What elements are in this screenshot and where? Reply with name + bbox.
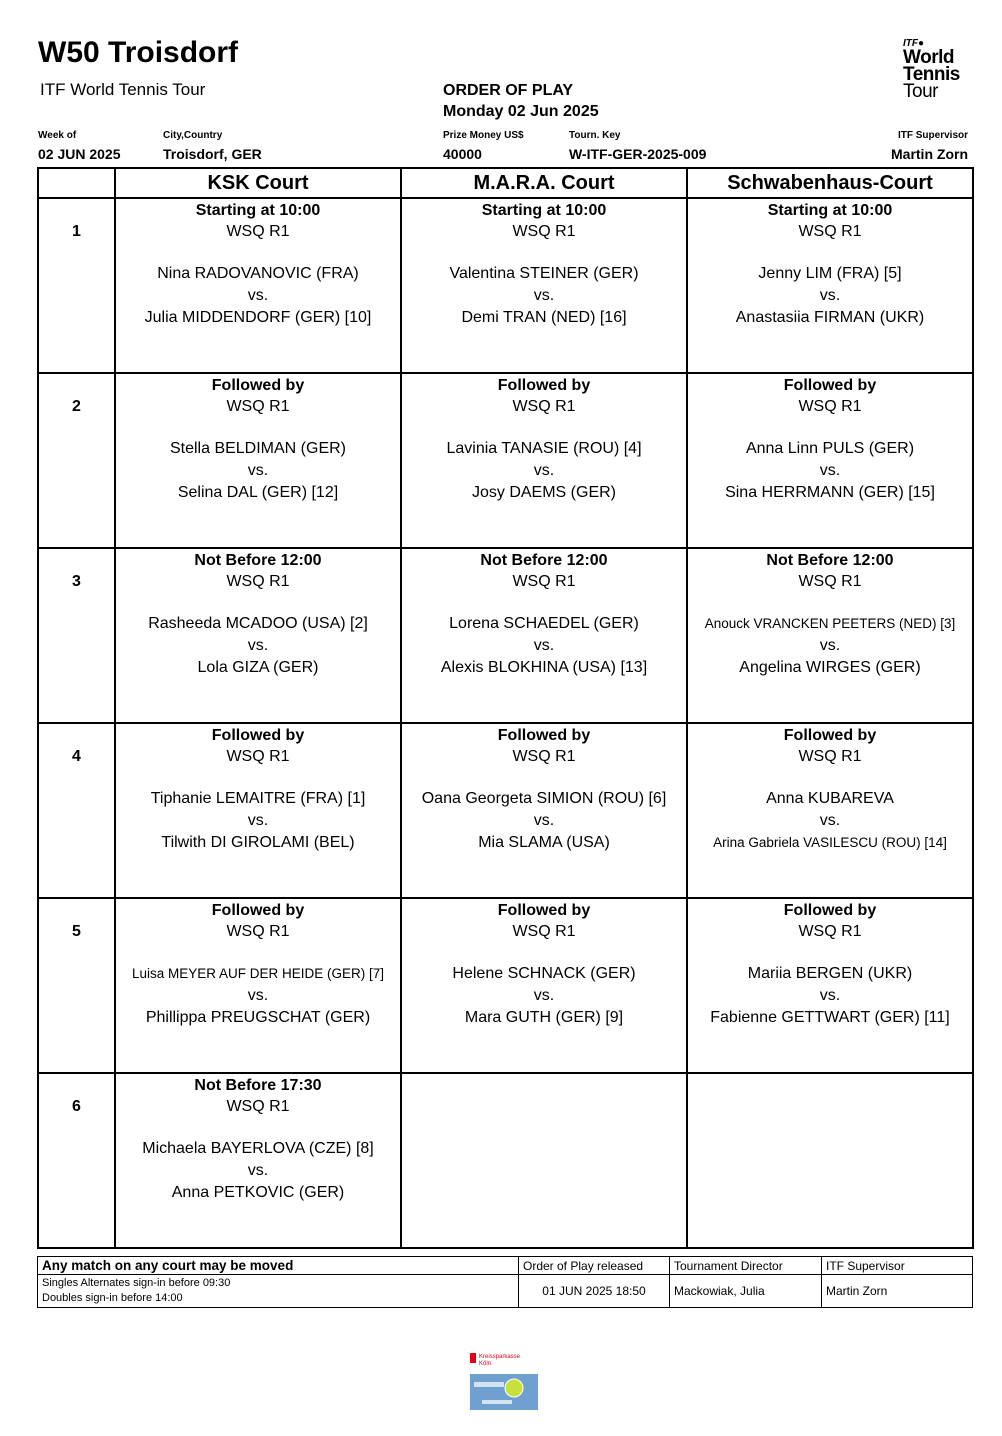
prize-money-label: Prize Money US$ — [443, 130, 524, 141]
player-two: Demi TRAN (NED) [16] — [461, 309, 627, 326]
match-start-time: Followed by — [497, 377, 591, 394]
logo-itf: ITF● — [903, 38, 925, 49]
spacer — [402, 417, 686, 438]
footer-supervisor-value: Martin Zorn — [822, 1275, 973, 1308]
match-cell — [115, 898, 401, 1073]
tour-subtitle: ITF World Tennis Tour — [40, 80, 206, 99]
match-cell — [687, 898, 973, 1073]
director-label: Tournament Director — [670, 1257, 822, 1275]
move-notice: Any match on any court may be moved — [38, 1257, 519, 1275]
match-start-time: Followed by — [783, 377, 877, 394]
svg-text:Köln: Köln — [479, 1361, 492, 1367]
match-row — [38, 723, 973, 898]
director-value: Mackowiak, Julia — [670, 1275, 822, 1308]
player-one: Anna KUBAREVA — [766, 790, 894, 807]
versus-label: vs. — [247, 287, 269, 304]
corner-cell — [38, 168, 115, 198]
court-header: Schwabenhaus-Court — [687, 168, 973, 198]
player-one: Anouck VRANCKEN PEETERS (NED) [3] — [704, 616, 956, 631]
spacer — [116, 592, 400, 613]
svg-text:Kreissparkasse: Kreissparkasse — [479, 1354, 521, 1360]
match-round: WSQ R1 — [512, 573, 576, 590]
player-two: Josy DAEMS (GER) — [471, 484, 616, 501]
row-number-label: 2 — [72, 398, 81, 415]
spacer — [116, 942, 400, 963]
match-start-time: Followed by — [783, 727, 877, 744]
match-round: WSQ R1 — [798, 398, 862, 415]
versus-label: vs. — [819, 287, 841, 304]
player-one: Oana Georgeta SIMION (ROU) [6] — [421, 790, 667, 807]
spacer — [688, 417, 972, 438]
match-cell — [115, 723, 401, 898]
match-round: WSQ R1 — [798, 923, 862, 940]
city-label: City,Country — [163, 130, 223, 141]
match-round: WSQ R1 — [226, 923, 290, 940]
row-number-label: 3 — [72, 573, 81, 590]
spacer — [402, 242, 686, 263]
order-of-play-table — [37, 167, 974, 1249]
match-cell — [401, 373, 687, 548]
player-one: Lavinia TANASIE (ROU) [4] — [446, 440, 642, 457]
match-cell — [115, 1073, 401, 1248]
match-cell — [687, 548, 973, 723]
week-value: 02 JUN 2025 — [38, 146, 121, 162]
court-header-row — [38, 168, 973, 198]
versus-label: vs. — [247, 462, 269, 479]
spacer — [688, 942, 972, 963]
player-two: Angelina WIRGES (GER) — [739, 659, 921, 676]
row-number — [38, 373, 115, 548]
player-one: Anna Linn PULS (GER) — [745, 440, 915, 457]
sponsor-logo-graphic — [470, 1352, 540, 1412]
match-row — [38, 198, 973, 373]
player-two: Mara GUTH (GER) [9] — [464, 1009, 624, 1026]
player-two: Alexis BLOKHINA (USA) [13] — [440, 659, 648, 676]
city-value: Troisdorf, GER — [163, 146, 262, 162]
match-round: WSQ R1 — [798, 573, 862, 590]
match-round: WSQ R1 — [512, 923, 576, 940]
versus-label: vs. — [819, 987, 841, 1004]
spacer — [688, 242, 972, 263]
player-one: Stella BELDIMAN (GER) — [169, 440, 347, 457]
player-two: Fabienne GETTWART (GER) [11] — [710, 1009, 950, 1026]
player-one: Jenny LIM (FRA) [5] — [758, 265, 902, 282]
player-one: Tiphanie LEMAITRE (FRA) [1] — [150, 790, 366, 807]
spacer — [688, 767, 972, 788]
match-start-time: Followed by — [497, 727, 591, 744]
logo-line1: World — [903, 47, 954, 68]
match-round: WSQ R1 — [226, 748, 290, 765]
match-start-time: Not Before 12:00 — [194, 552, 322, 569]
alternates-note: Singles Alternates sign-in before 09:30 — [42, 1277, 231, 1289]
versus-label: vs. — [247, 987, 269, 1004]
match-cell — [401, 548, 687, 723]
match-start-time: Followed by — [783, 902, 877, 919]
versus-label: vs. — [533, 287, 555, 304]
versus-label: vs. — [247, 812, 269, 829]
row-number — [38, 548, 115, 723]
versus-label: vs. — [819, 812, 841, 829]
player-two: Phillippa PREUGSCHAT (GER) — [145, 1009, 371, 1026]
player-two: Selina DAL (GER) [12] — [177, 484, 339, 501]
player-two: Julia MIDDENDORF (GER) [10] — [144, 309, 372, 326]
match-round: WSQ R1 — [226, 398, 290, 415]
footer-table — [37, 1256, 973, 1308]
player-two: Anastasiia FIRMAN (UKR) — [735, 309, 925, 326]
match-start-time: Followed by — [211, 727, 305, 744]
court-header: M.A.R.A. Court — [401, 168, 687, 198]
spacer — [116, 1117, 400, 1138]
player-one: Michaela BAYERLOVA (CZE) [8] — [142, 1140, 374, 1157]
match-start-time: Not Before 12:00 — [480, 552, 608, 569]
order-of-play-heading — [443, 80, 599, 122]
match-start-time: Not Before 12:00 — [766, 552, 894, 569]
row-number — [38, 198, 115, 373]
player-two: Arina Gabriela VASILESCU (ROU) [14] — [713, 835, 947, 850]
match-cell — [687, 723, 973, 898]
footer-supervisor-label: ITF Supervisor — [822, 1257, 973, 1275]
match-cell — [687, 373, 973, 548]
oop-title: ORDER OF PLAY — [443, 82, 574, 99]
logo-line2: Tennis — [903, 64, 960, 85]
versus-label: vs. — [533, 812, 555, 829]
spacer — [688, 592, 972, 613]
spacer — [116, 242, 400, 263]
sign-in-notes — [38, 1275, 519, 1308]
player-one: Lorena SCHAEDEL (GER) — [449, 615, 639, 632]
player-two: Sina HERRMANN (GER) [15] — [725, 484, 935, 501]
versus-label: vs. — [533, 987, 555, 1004]
versus-label: vs. — [819, 462, 841, 479]
player-one: Luisa MEYER AUF DER HEIDE (GER) [7] — [131, 966, 385, 981]
match-round: WSQ R1 — [226, 223, 290, 240]
empty-cell — [687, 1073, 973, 1248]
logo-line3: Tour — [903, 81, 938, 102]
match-round: WSQ R1 — [512, 748, 576, 765]
match-round: WSQ R1 — [798, 223, 862, 240]
row-number-label: 5 — [72, 923, 81, 940]
player-two: Anna PETKOVIC (GER) — [171, 1184, 345, 1201]
oop-date: Monday 02 Jun 2025 — [443, 103, 599, 120]
player-one: Valentina STEINER (GER) — [449, 265, 639, 282]
match-start-time: Followed by — [497, 902, 591, 919]
player-one: Helene SCHNACK (GER) — [452, 965, 636, 982]
match-cell — [401, 723, 687, 898]
supervisor-value: Martin Zorn — [891, 146, 968, 162]
row-number-label: 6 — [72, 1098, 81, 1115]
player-one: Mariia BERGEN (UKR) — [747, 965, 913, 982]
match-round: WSQ R1 — [512, 223, 576, 240]
row-number — [38, 723, 115, 898]
spacer — [116, 417, 400, 438]
match-start-time: Starting at 10:00 — [767, 202, 893, 219]
versus-label: vs. — [819, 637, 841, 654]
player-two: Lola GIZA (GER) — [197, 659, 319, 676]
match-start-time: Not Before 17:30 — [194, 1077, 322, 1094]
match-round: WSQ R1 — [798, 748, 862, 765]
spacer — [116, 767, 400, 788]
spacer — [402, 942, 686, 963]
sponsor-logo — [470, 1352, 540, 1412]
match-start-time: Starting at 10:00 — [481, 202, 607, 219]
match-cell — [115, 548, 401, 723]
itf-world-tennis-tour-logo — [903, 38, 967, 100]
empty-cell — [401, 1073, 687, 1248]
match-row — [38, 548, 973, 723]
player-one: Rasheeda MCADOO (USA) [2] — [148, 615, 368, 632]
match-cell — [115, 198, 401, 373]
player-two: Mia SLAMA (USA) — [478, 834, 610, 851]
match-round: WSQ R1 — [512, 398, 576, 415]
row-number-label: 4 — [72, 748, 81, 765]
week-label: Week of — [38, 130, 77, 141]
player-two: Tilwith DI GIROLAMI (BEL) — [161, 834, 355, 851]
match-start-time: Followed by — [211, 377, 305, 394]
spacer — [402, 767, 686, 788]
versus-label: vs. — [247, 637, 269, 654]
versus-label: vs. — [533, 637, 555, 654]
court-header: KSK Court — [115, 168, 401, 198]
match-row — [38, 373, 973, 548]
match-start-time: Followed by — [211, 902, 305, 919]
released-label: Order of Play released — [519, 1257, 670, 1275]
page-title: W50 Troisdorf — [38, 36, 239, 69]
doubles-note: Doubles sign-in before 14:00 — [42, 1292, 183, 1304]
match-start-time: Starting at 10:00 — [195, 202, 321, 219]
prize-money-value: 40000 — [443, 146, 482, 162]
versus-label: vs. — [533, 462, 555, 479]
match-cell — [115, 373, 401, 548]
match-round: WSQ R1 — [226, 1098, 290, 1115]
row-number-label: 1 — [72, 223, 81, 240]
supervisor-label: ITF Supervisor — [897, 130, 968, 141]
match-row — [38, 1073, 973, 1248]
versus-label: vs. — [247, 1162, 269, 1179]
released-value: 01 JUN 2025 18:50 — [519, 1275, 670, 1308]
tourn-key-label: Tourn. Key — [569, 130, 621, 141]
player-one: Nina RADOVANOVIC (FRA) — [157, 265, 359, 282]
match-round: WSQ R1 — [226, 573, 290, 590]
match-cell — [401, 898, 687, 1073]
tourn-key-value: W-ITF-GER-2025-009 — [569, 146, 707, 162]
row-number — [38, 1073, 115, 1248]
spacer — [402, 592, 686, 613]
match-cell — [401, 198, 687, 373]
match-row — [38, 898, 973, 1073]
row-number — [38, 898, 115, 1073]
match-cell — [687, 198, 973, 373]
